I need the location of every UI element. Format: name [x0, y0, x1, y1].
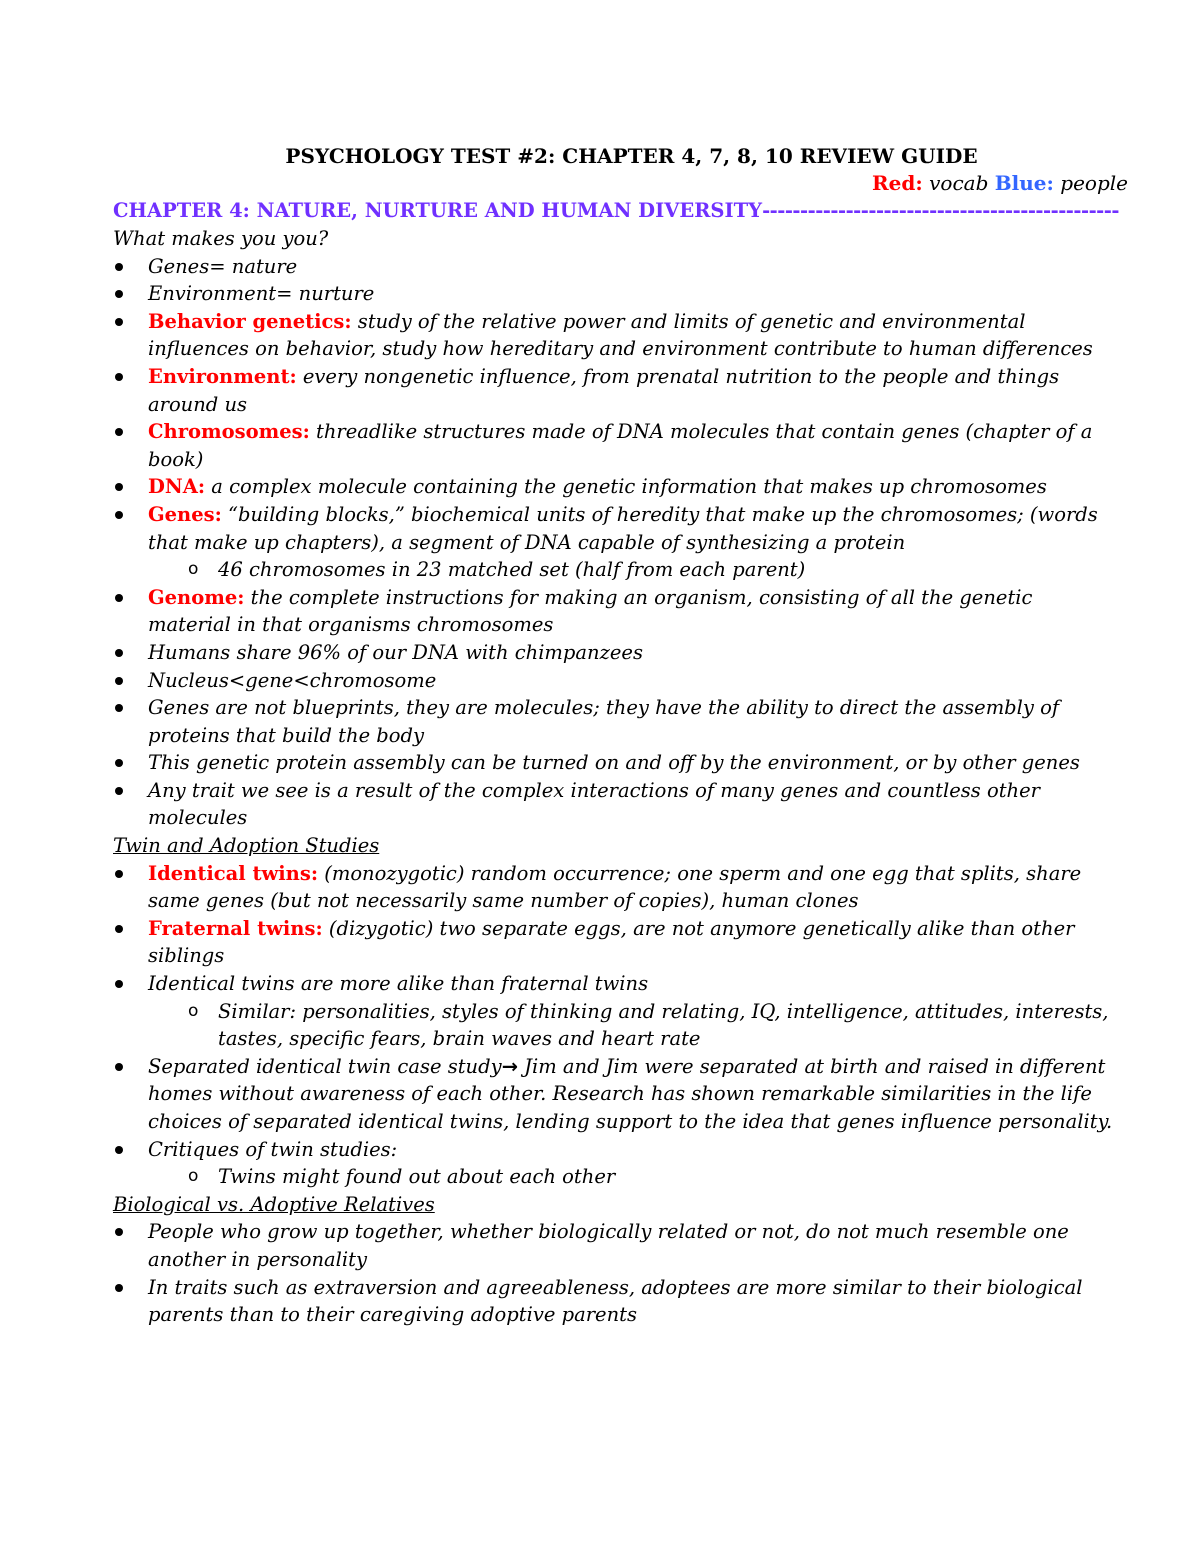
item-text: threadlike structures made of DNA molecules that contain genes (chapter of a book): [148, 420, 1093, 471]
sub-list-item: [148, 556, 1120, 584]
list-item: [113, 749, 1120, 777]
list-item: [113, 363, 1120, 418]
legend-blue-text: people: [1060, 171, 1128, 195]
critique-sublist: [148, 1163, 1120, 1191]
vocab-term: DNA:: [148, 475, 206, 499]
bullet-icon: [115, 870, 123, 878]
list-item: [113, 860, 1120, 915]
vocab-term: Identical twins:: [148, 861, 319, 885]
list-item: [113, 473, 1120, 501]
similar-sublist: [148, 998, 1120, 1053]
item-text: Any trait we see is a result of the complex interactions of many genes and countless other molecules: [148, 778, 1040, 830]
bullet-icon: [115, 1228, 123, 1236]
arrow-right-icon: →: [501, 1054, 518, 1078]
genes-sublist: [148, 556, 1120, 584]
document-title: PSYCHOLOGY TEST #2: CHAPTER 4, 7, 8, 10 REVIEW GUIDE: [285, 144, 978, 168]
list-item: [113, 639, 1120, 667]
legend-red-label: Red:: [872, 171, 923, 195]
item-text: study of the relative power and limits of genetic and environmental influences on behavior, study how hereditary and environment contribute to human differences: [148, 309, 1093, 361]
bullet-icon: [115, 787, 123, 795]
list-item: [113, 970, 1120, 1053]
bullet-icon: [115, 290, 123, 298]
item-text: Critiques of twin studies:: [148, 1137, 398, 1161]
item-text: In traits such as extraversion and agreeableness, adoptees are more similar to their biological parents than to their caregiving adoptive parents: [148, 1275, 1083, 1327]
color-legend: [113, 170, 1128, 197]
bullet-icon: [115, 428, 123, 436]
twin-adoption-heading: Twin and Adoption Studies: [113, 834, 380, 858]
biological-adoptive-heading: Biological vs. Adoptive Relatives: [113, 1192, 435, 1216]
item-text: (dizygotic) two separate eggs, are not anymore genetically alike than other siblings: [148, 916, 1075, 968]
bullet-icon: [115, 373, 123, 381]
list-item: [113, 280, 1120, 308]
item-text: Twins might found out about each other: [218, 1165, 616, 1189]
item-text: Nucleus<gene<chromosome: [148, 668, 437, 692]
list-item: [113, 584, 1120, 639]
item-text: This genetic protein assembly can be turned on and off by the environment, or by other genes: [148, 751, 1080, 775]
list-item: [113, 253, 1120, 281]
item-text: Genes are not blueprints, they are molecules; they have the ability to direct the assembly of proteins that build the body: [148, 696, 1060, 747]
list-item: [113, 1274, 1120, 1329]
list-item: [113, 667, 1120, 695]
vocab-term: Behavior genetics:: [148, 309, 352, 333]
bullet-icon: [115, 649, 123, 657]
vocab-term: Environment:: [148, 364, 297, 388]
chapter-heading-dashes: -----------------------------------------------: [762, 199, 1119, 222]
item-text: “building blocks,” biochemical units of heredity that make up the chromosomes; (words that make up chapters), a segment of DNA capable of synthesizing a protein: [148, 502, 1098, 554]
item-text: the complete instructions for making an organism, consisting of all the genetic material in that organisms chromosomes: [148, 585, 1033, 637]
sub-bullet-icon: o: [188, 1166, 199, 1187]
item-text: People who grow up together, whether biologically related or not, do not much resemble one another in personality: [148, 1220, 1069, 1271]
bio-list: [113, 1218, 1120, 1328]
bullet-icon: [115, 1146, 123, 1154]
bullet-icon: [115, 263, 123, 271]
list-item: [113, 418, 1120, 473]
bullet-icon: [115, 318, 123, 326]
vocab-term: Chromosomes:: [148, 420, 310, 444]
list-item: [113, 501, 1120, 584]
bullet-icon: [115, 511, 123, 519]
item-text: Genes= nature: [148, 254, 298, 278]
bullet-icon: [115, 483, 123, 491]
item-text: Identical twins are more alike than fraternal twins: [148, 972, 649, 996]
item-text: every nongenetic influence, from prenatal nutrition to the people and things around us: [148, 364, 1060, 416]
legend-blue-label: Blue:: [994, 171, 1054, 195]
intro-question: What makes you you?: [113, 227, 329, 250]
bullet-icon: [115, 759, 123, 767]
bullet-icon: [115, 1284, 123, 1292]
item-text: a complex molecule containing the genetic information that makes up chromosomes: [205, 475, 1047, 499]
bullet-icon: [115, 594, 123, 602]
bullet-icon: [115, 925, 123, 933]
bullet-icon: [115, 704, 123, 712]
chapter-heading: [113, 197, 1128, 225]
list-item: [113, 1136, 1120, 1191]
vocab-term: Fraternal twins:: [148, 916, 323, 940]
legend-red-text: vocab: [929, 171, 989, 195]
bullet-icon: [115, 677, 123, 685]
item-text: Jim and Jim were separated at birth and raised in different homes without awareness of each other. Research has shown remarkable similarities in the life choices of separated identical twins, lending support to the idea that genes influence personality.: [148, 1054, 1113, 1133]
list-item: [113, 694, 1120, 749]
item-text: Humans share 96% of our DNA with chimpanzees: [148, 640, 643, 664]
vocab-term: Genome:: [148, 585, 245, 609]
twin-list: [113, 860, 1120, 1191]
list-item: [113, 1218, 1120, 1273]
item-text: (monozygotic) random occurrence; one sperm and one egg that splits, share same genes (but not necessarily same number of copies), human clones: [148, 861, 1082, 913]
sub-bullet-icon: o: [188, 1000, 199, 1021]
list-item: [113, 777, 1120, 832]
sub-list-item: [148, 998, 1120, 1053]
item-text: Separated identical twin case study: [148, 1054, 502, 1078]
item-text: 46 chromosomes in 23 matched set (half from each parent): [218, 558, 806, 582]
sub-bullet-icon: o: [188, 559, 199, 580]
vocab-term: Genes:: [148, 502, 222, 526]
bullet-icon: [115, 980, 123, 988]
item-text: Similar: personalities, styles of thinking and relating, IQ, intelligence, attitudes, interests, tastes, specific fears, brain waves and heart rate: [218, 999, 1109, 1051]
sub-list-item: [148, 1163, 1120, 1191]
bullet-icon: [115, 1063, 123, 1071]
list-item: [113, 1053, 1120, 1136]
section1-list: [113, 253, 1120, 832]
item-text: Environment= nurture: [148, 282, 375, 306]
list-item: [113, 308, 1120, 363]
list-item: [113, 915, 1120, 970]
chapter-heading-text: CHAPTER 4: NATURE, NURTURE AND HUMAN DIVERSITY: [113, 199, 763, 222]
